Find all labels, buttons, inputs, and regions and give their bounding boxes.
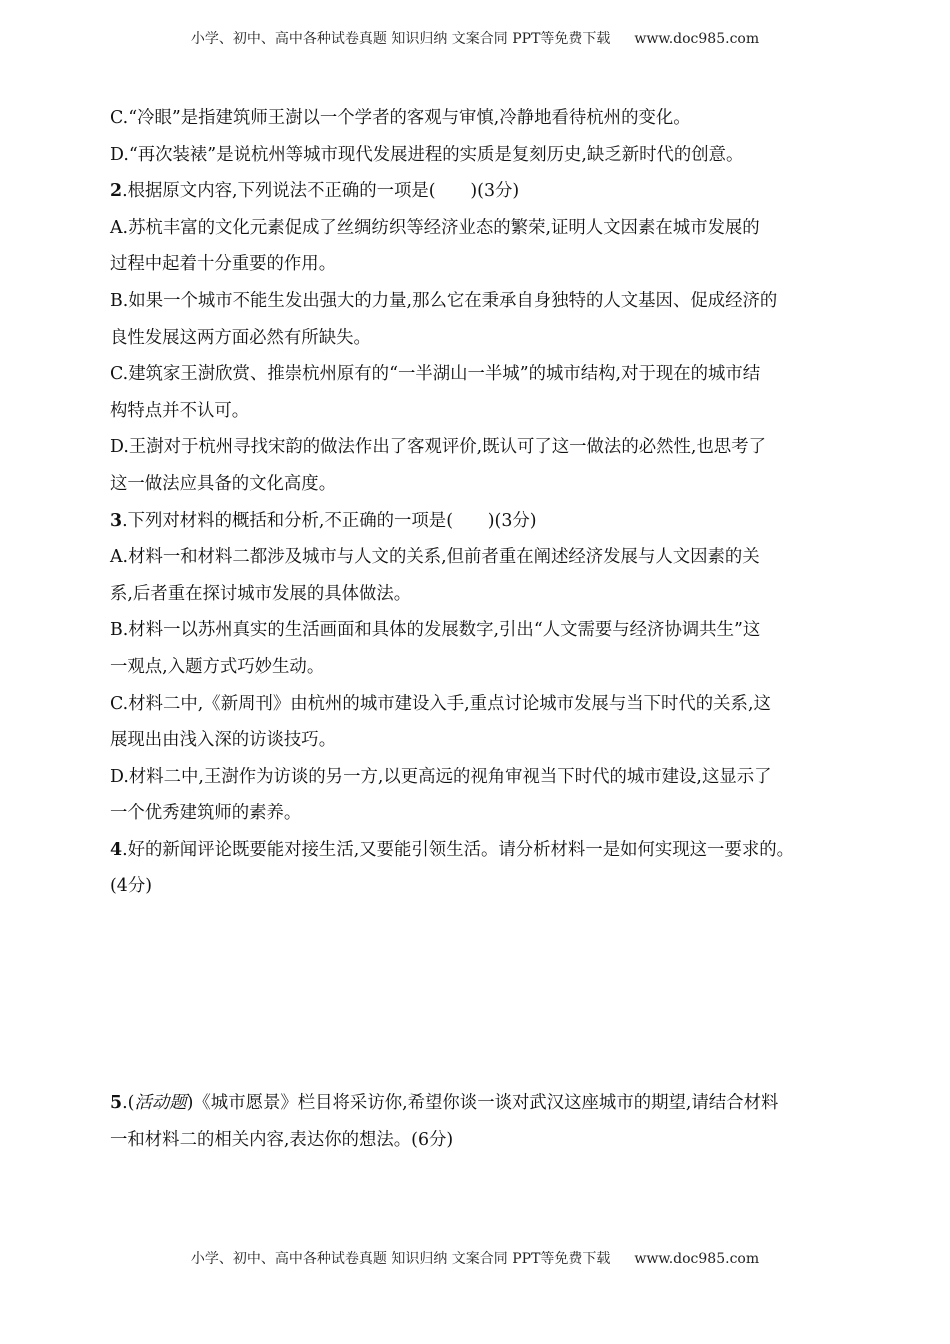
header-text: 小学、初中、高中各种试卷真题 知识归纳 文案合同 PPT等免费下载	[190, 31, 611, 47]
question-4-number: 4	[110, 839, 123, 860]
question-2-number: 2	[110, 181, 123, 202]
question-4-text: .好的新闻评论既要能对接生活,又要能引领生活。请分析材料一是如何实现这一要求的。	[122, 839, 795, 860]
question-3-option-a-line2: 系,后者重在探讨城市发展的具体做法。	[110, 583, 412, 604]
footer-text: 小学、初中、高中各种试卷真题 知识归纳 文案合同 PPT等免费下载	[190, 1251, 611, 1267]
exam-content	[110, 100, 852, 1158]
question-2-stem	[110, 173, 852, 210]
question-5-number: 5	[110, 1093, 123, 1114]
question-3-stem	[110, 503, 852, 540]
question-3-option-c-line1: C.材料二中,《新周刊》由杭州的城市建设入手,重点讨论城市发展与当下时代的关系,这	[110, 693, 771, 714]
question-3-option-d-line1: D.材料二中,王澍作为访谈的另一方,以更高远的视角审视当下时代的城市建设,这显示了	[110, 766, 772, 787]
answer-space-question-4	[110, 905, 852, 1085]
question-2-option-b-line2: 良性发展这两方面必然有所缺失。	[110, 327, 371, 348]
question-2-option-a-line2: 过程中起着十分重要的作用。	[110, 254, 337, 275]
question-3-number: 3	[110, 510, 123, 531]
question-2-option-d-line1: D.王澍对于杭州寻找宋韵的做法作出了客观评价,既认可了这一做法的必然性,也思考了	[110, 437, 766, 458]
question-5-text-line2: 一和材料二的相关内容,表达你的想法。(6分)	[110, 1129, 454, 1150]
question-5-tag: 活动题	[134, 1093, 187, 1114]
question-2-option-a-line1: A.苏杭丰富的文化元素促成了丝绸纺织等经济业态的繁荣,证明人文因素在城市发展的	[110, 217, 760, 238]
question-3-option-b-line2: 一观点,入题方式巧妙生动。	[110, 656, 325, 677]
question-2-text: .根据原文内容,下列说法不正确的一项是( )(3分)	[122, 181, 520, 202]
question-2-option-c-line2: 构特点并不认可。	[110, 400, 250, 421]
question-5-stem	[110, 1085, 852, 1122]
question-5-prefix: .(	[122, 1093, 135, 1114]
question-4-score: (4分)	[110, 876, 153, 897]
question-2-option-d-line2: 这一做法应具备的文化高度。	[110, 473, 337, 494]
question-4-stem	[110, 832, 852, 869]
question-2-option-c-line1: C.建筑家王澍欣赏、推崇杭州原有的“一半湖山一半城”的城市结构,对于现在的城市结	[110, 364, 761, 385]
header-site: www.doc985.com	[634, 31, 760, 47]
question-3-option-d-line2: 一个优秀建筑师的素养。	[110, 803, 302, 824]
question-2-option-b-line1: B.如果一个城市不能生发出强大的力量,那么它在秉承自身独特的人文基因、促成经济的	[110, 290, 778, 311]
question-3-text: .下列对材料的概括和分析,不正确的一项是( )(3分)	[122, 510, 537, 531]
footer-site: www.doc985.com	[634, 1251, 760, 1267]
page-footer	[0, 1248, 950, 1268]
question-3-option-c-line2: 展现出由浅入深的访谈技巧。	[110, 730, 337, 751]
question-5-text: )《城市愿景》栏目将采访你,希望你谈一谈对武汉这座城市的期望,请结合材料	[186, 1093, 779, 1114]
question-3-option-a-line1: A.材料一和材料二都涉及城市与人文的关系,但前者重在阐述经济发展与人文因素的关	[110, 547, 760, 568]
question-3-option-b-line1: B.材料一以苏州真实的生活画面和具体的发展数字,引出“人文需要与经济协调共生”这	[110, 620, 761, 641]
prev-option-c: C.“冷眼”是指建筑师王澍以一个学者的客观与审慎,冷静地看待杭州的变化。	[110, 108, 691, 128]
prev-option-d: D.“再次装裱”是说杭州等城市现代发展进程的实质是复刻历史,缺乏新时代的创意。	[110, 144, 744, 165]
page-header	[0, 28, 950, 48]
